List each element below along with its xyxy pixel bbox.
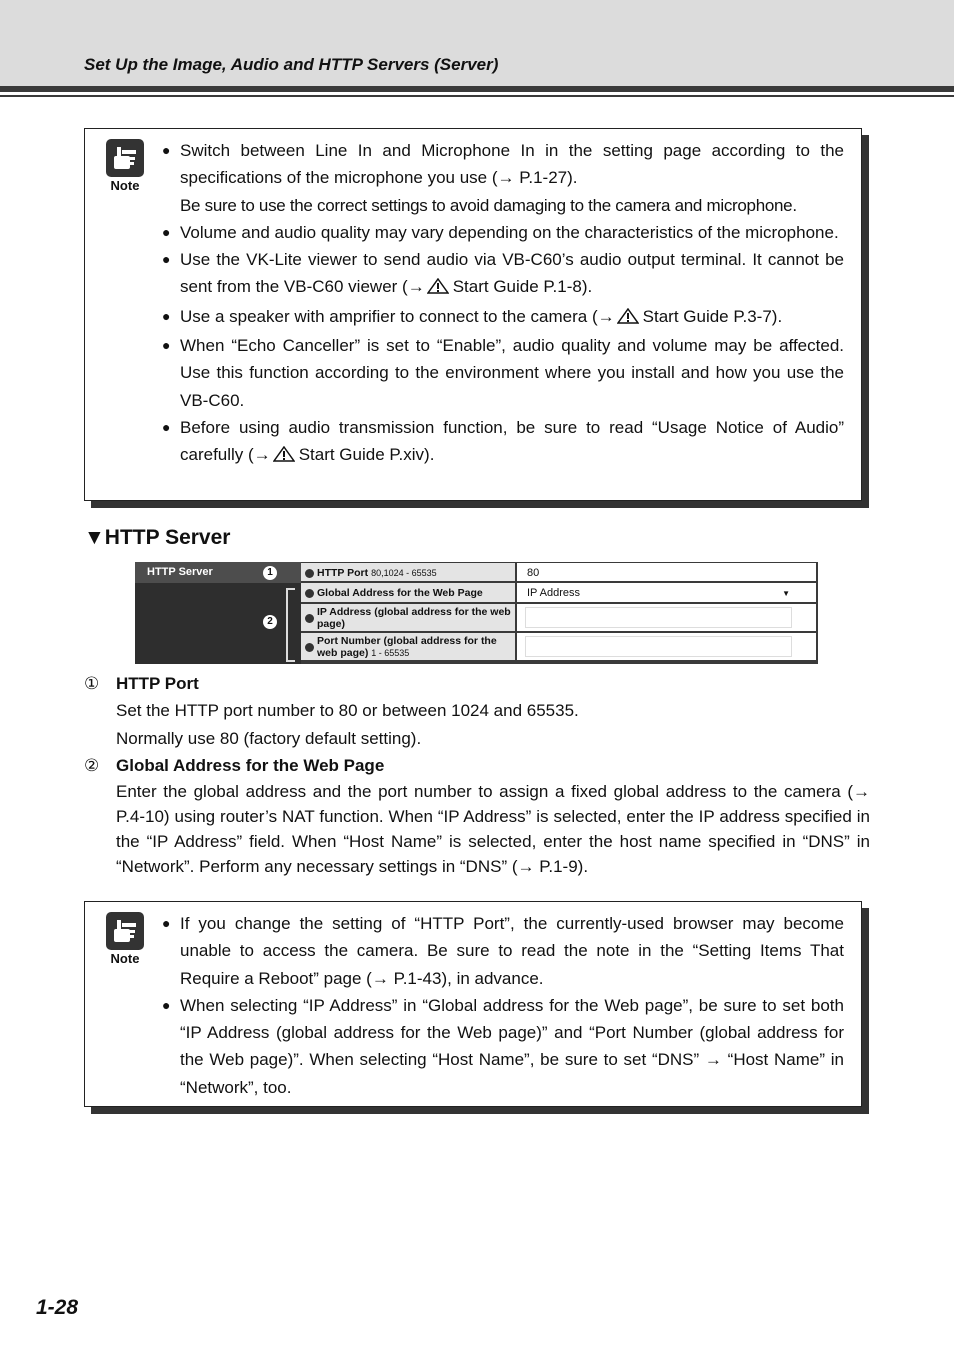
note-bullet [162,992,844,1101]
note-icon [105,912,145,966]
note-text: Use a speaker with amprifier to connect to the camera (→ [180,306,615,326]
item-number: ① [84,674,100,693]
note-text: If you change the setting of “HTTP Port”, the currently-used browser may become unable to access the camera. Be sure to read the note in the “Setting Items That Require a Reboot” page (→ P.1-43), in advance. [180,914,844,988]
header-rule-thin [0,95,954,97]
select-value: IP Address [527,587,580,599]
note-bullet [162,246,844,303]
header-rule-thick [0,86,954,92]
note-bullet [162,219,844,246]
item-text: Normally use 80 (factory default setting). [116,729,422,748]
note-text: Use the VK-Lite viewer to send audio via VB-C60’s audio output terminal. It cannot be sent from the VB-C60 viewer (→ [180,250,844,297]
note-bullets [162,910,844,1101]
global-address-select[interactable] [517,583,816,604]
input-box [525,607,792,628]
bullet-dot: ● [162,337,171,354]
note-label: Note [110,951,140,966]
input-box [525,636,792,657]
note-text: Be sure to use the correct settings to avoid damaging to the camera and microphone. [180,195,797,215]
note-text: Volume and audio quality may vary depending on the characteristics of the microphone. [180,222,839,242]
note-label: Note [110,178,140,193]
note-text: When selecting “IP Address” in “Global address for the Web page”, be sure to set both “IP Address (global address for the Web page)” and “Port Number (global address for the Web page)”. When selecting “Host Name”, be sure to set “DNS” → “Host Name” in “Network”, too. [180,995,844,1097]
setting-row-ip-address [301,604,515,633]
port-number-input[interactable] [517,633,816,662]
note-box-audio [84,128,862,501]
panel-title: HTTP Server [135,562,301,583]
note-text: Before using audio transmission function, be sure to read “Usage Notice of Audio” carefully (→ [180,417,844,465]
note-text: Start Guide P.3-7). [642,306,783,326]
panel-sidebar [135,562,301,664]
note-text: Start Guide P.1-8). [452,277,593,297]
item-title: Global Address for the Web Page [116,756,385,775]
note-bullet [162,414,844,471]
header-title: Set Up the Image, Audio and HTTP Servers (Server) [84,55,499,74]
note-text: When “Echo Canceller” is set to “Enable”, audio quality and volume may be affected. Use this function according to the environment where you install and how you use the VB-C60. [180,336,844,410]
info-icon [305,614,314,623]
item-number: ② [84,756,100,775]
item-text: Enter the global address and the port number to assign a fixed global address to the camera (→ P.4-10) using router’s NAT function. When “IP Address” is selected, enter the IP address specified in the “IP Address” field. When “Host Name” is selected, enter the host name specified in “DNS” in “Network”. Perform any necessary settings in “DNS” (→ P.1-9). [116,782,870,876]
caution-icon [273,443,295,470]
caution-icon [617,305,639,332]
note-bullet [162,303,844,332]
setting-range: 1 - 65535 [371,648,410,658]
setting-row-global-address [301,583,515,604]
ip-address-input[interactable] [517,604,816,633]
setting-label: Port Number (global address for the web page) [317,635,497,659]
input-value: 80 [527,567,540,579]
setting-label: HTTP Port [317,567,369,579]
setting-row-port-number [301,633,515,662]
bullet-dot: ● [162,418,171,435]
caution-icon [427,275,449,302]
setting-label: Global Address for the Web Page [317,587,483,599]
note-bullet [162,332,844,414]
bullet-dot: ● [162,307,171,324]
item-title: HTTP Port [116,674,199,693]
setting-label: IP Address (global address for the web page) [317,606,511,630]
page-header [0,0,954,86]
note-text: Switch between Line In and Microphone In in the setting page according to the specifications of the microphone you use (→ P.1-27). [180,141,844,188]
bullet-dot: ● [162,142,171,158]
info-icon [305,569,314,578]
bullet-dot: ● [162,223,171,240]
callout-1: 1 [263,566,277,580]
info-icon [305,643,314,652]
bullet-dot: ● [162,251,171,268]
http-port-input[interactable] [517,563,816,583]
bullet-dot: ● [162,996,171,1013]
dropdown-arrow-icon: ▼ [782,589,790,598]
info-icon [305,589,314,598]
note-text: Start Guide P.xiv). [298,445,435,465]
note-bullet [162,137,844,219]
note-box-http [84,901,862,1107]
setting-row-http-port [301,563,515,583]
callout-bracket [286,588,295,662]
note-bullets [162,137,844,471]
setting-range: 80,1024 - 65535 [371,568,437,578]
section-title: ▼HTTP Server [84,526,231,549]
item-text: Set the HTTP port number to 80 or between 1024 and 65535. [116,701,579,720]
callout-2: 2 [263,615,277,629]
page-number: 1-28 [36,1296,79,1319]
note-icon [105,139,145,193]
bullet-dot: ● [162,915,171,931]
note-bullet [162,910,844,992]
http-server-panel [135,562,818,664]
